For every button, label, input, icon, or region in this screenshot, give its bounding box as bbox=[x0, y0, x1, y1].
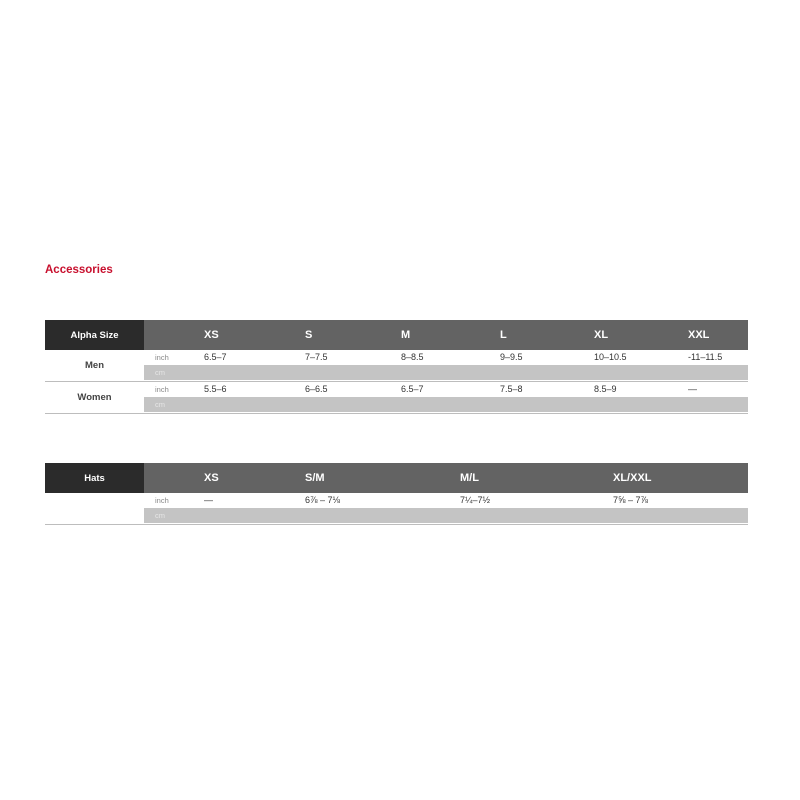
size-value: — bbox=[204, 495, 213, 505]
size-value: 7–7.5 bbox=[305, 352, 328, 362]
unit-label-cm: cm bbox=[155, 511, 165, 520]
row-group-hats bbox=[45, 493, 748, 525]
row-group-women bbox=[45, 382, 748, 414]
column-header-s: S bbox=[305, 329, 313, 341]
size-value: 8–8.5 bbox=[401, 352, 424, 362]
header-columns bbox=[144, 463, 748, 493]
section-title: Accessories bbox=[45, 264, 113, 276]
size-value: 7.5–8 bbox=[500, 384, 523, 394]
cm-row bbox=[144, 397, 748, 412]
size-value: 6–6.5 bbox=[305, 384, 328, 394]
column-header-xxl: XXL bbox=[688, 329, 710, 341]
header-label: Alpha Size bbox=[45, 320, 144, 350]
column-header-xs: XS bbox=[204, 472, 219, 484]
size-value: — bbox=[688, 384, 697, 394]
inch-row bbox=[144, 350, 748, 365]
header-columns bbox=[144, 320, 748, 350]
row-label: Men bbox=[85, 360, 104, 371]
column-header-xl: XL bbox=[594, 329, 609, 341]
size-value: 6.5–7 bbox=[204, 352, 227, 362]
table-header bbox=[45, 463, 748, 493]
size-value: 10–10.5 bbox=[594, 352, 627, 362]
hats-table bbox=[45, 463, 748, 525]
column-header-m-l: M/L bbox=[460, 472, 479, 484]
inch-row bbox=[144, 493, 748, 508]
alpha-size-table bbox=[45, 320, 748, 414]
column-header-xl-xxl: XL/XXL bbox=[613, 472, 652, 484]
unit-label-inch: inch bbox=[155, 385, 169, 394]
size-value: 6.5–7 bbox=[401, 384, 424, 394]
unit-label-inch: inch bbox=[155, 353, 169, 362]
column-header-xs: XS bbox=[204, 329, 219, 341]
unit-label-cm: cm bbox=[155, 400, 165, 409]
unit-label-cm: cm bbox=[155, 368, 165, 377]
inch-row bbox=[144, 382, 748, 397]
size-value: 7¼–7½ bbox=[460, 495, 491, 505]
row-label bbox=[45, 493, 144, 524]
column-header-s-m: S/M bbox=[305, 472, 325, 484]
size-value: 5.5–6 bbox=[204, 384, 227, 394]
size-value: 7⅝ – 7⅞ bbox=[613, 495, 649, 505]
row-label: Women bbox=[77, 392, 112, 403]
size-value: 9–9.5 bbox=[500, 352, 523, 362]
size-value: 8.5–9 bbox=[594, 384, 617, 394]
header-label: Hats bbox=[45, 463, 144, 493]
column-header-l: L bbox=[500, 329, 507, 341]
cm-row bbox=[144, 508, 748, 523]
row-group-men bbox=[45, 350, 748, 382]
column-header-m: M bbox=[401, 329, 411, 341]
cm-row bbox=[144, 365, 748, 380]
table-header bbox=[45, 320, 748, 350]
unit-label-inch: inch bbox=[155, 496, 169, 505]
size-value: 6⅞ – 7⅛ bbox=[305, 495, 341, 505]
size-value: -11–11.5 bbox=[688, 352, 723, 362]
